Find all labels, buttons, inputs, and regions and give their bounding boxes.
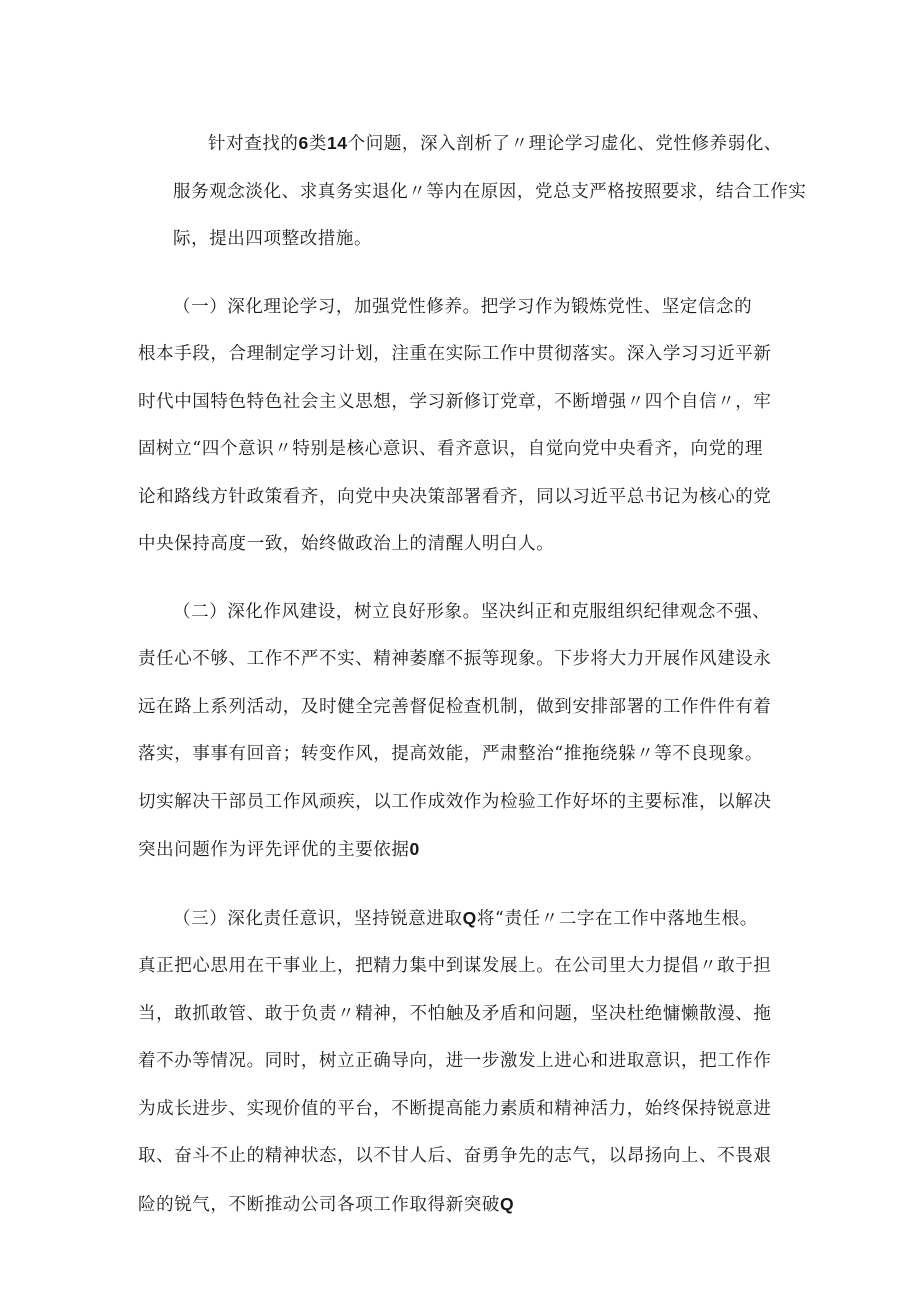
bold-text-segment: 0	[409, 839, 420, 859]
document-page	[138, 120, 807, 1249]
text-line	[138, 284, 798, 332]
text-line	[138, 1181, 798, 1230]
text-line	[138, 521, 798, 569]
text-segment: （一）深化理论学习，加强党性修养。把学习作为锻炼党性、坚定信念的	[173, 296, 753, 317]
text-segment: （二）深化作风建设，树立良好形象。坚决纠正和克服组织纪律观念不强、	[173, 601, 771, 622]
text-segment: （三）深化责任意识，坚持锐意进取	[173, 908, 463, 929]
text-segment: 针对查找的	[208, 134, 299, 154]
paragraph-1	[138, 120, 807, 264]
text-line	[138, 636, 798, 684]
text-line	[138, 589, 798, 637]
text-segment: 中央保持高度一致，始终做政治上的清醒人明白人。	[138, 534, 555, 554]
text-segment: 责任心不够、工作不严不实、精神萎靡不振等现象。下步将大力开展作风建设永	[138, 649, 772, 669]
text-line	[138, 895, 798, 944]
text-segment: 个问题，深入剖析了〃理论学习虚化、党性修养弱化、	[347, 134, 783, 154]
text-segment: 将“责任〃二字在工作中落地生根。	[476, 908, 758, 929]
text-line	[138, 779, 798, 827]
text-line	[138, 379, 798, 427]
paragraph-3	[138, 589, 798, 875]
text-segment: 取、奋斗不止的精神状态，以不甘人后、奋勇争先的志气，以昂扬向上、不畏艰	[138, 1146, 772, 1166]
text-segment: 险的锐气，不断推动公司各项工作取得新突破	[138, 1194, 500, 1215]
text-line	[138, 826, 798, 875]
text-segment: 类	[308, 134, 327, 154]
text-segment: 真正把心思用在干事业上，把精力集中到谋发展上。在公司里大力提倡〃敢于担	[138, 956, 772, 976]
bold-text-segment: 14	[326, 133, 348, 153]
bold-text-segment: Q	[462, 907, 477, 928]
text-line	[138, 1133, 798, 1181]
text-segment: 为成长进步、实现价值的平台，不断提高能力素质和精神活力，始终保持锐意进	[138, 1098, 772, 1119]
text-segment: 切实解决干部员工作风顽疾，以工作成效作为检验工作好坏的主要标准，以解决	[138, 791, 772, 812]
text-line	[138, 731, 798, 779]
text-line	[138, 169, 807, 217]
paragraph-4	[138, 895, 798, 1230]
text-segment: 着不办等情况。同时，树立正确导向，进一步激发上进心和进取意识，把工作作	[138, 1051, 772, 1071]
text-segment: 突出问题作为评先评优的主要依据	[138, 840, 410, 860]
text-segment: 服务观念淡化、求真务实退化〃等内在原因，党总支严格按照要求，结合工作实	[173, 181, 807, 202]
text-line	[138, 216, 798, 264]
text-line	[138, 474, 798, 522]
bold-text-segment: 6	[298, 133, 309, 153]
text-line	[138, 120, 798, 169]
text-line	[138, 1038, 798, 1086]
text-segment: 时代中国特色特色社会主义思想，学习新修订党章，不断增强〃四个自信〃，牢	[138, 391, 772, 412]
text-line	[138, 426, 798, 474]
text-segment: 根本手段，合理制定学习计划，注重在实际工作中贯彻落实。深入学习习近平新	[138, 344, 772, 364]
text-segment: 固树立“四个意识〃特别是核心意识、看齐意识，自觉向党中央看齐，向党的理	[138, 439, 763, 459]
text-line	[138, 684, 798, 732]
bold-text-segment: Q	[500, 1193, 515, 1214]
text-line	[138, 1086, 798, 1134]
text-line	[138, 331, 798, 379]
text-segment: 远在路上系列活动，及时健全完善督促检查机制，做到安排部署的工作件件有着	[138, 696, 772, 717]
text-segment: 当，敢抓敢管、敢于负责〃精神，不怕触及矛盾和问题，坚决杜绝慵懒散漫、拖	[138, 1003, 772, 1024]
text-segment: 际，提出四项整改措施。	[173, 229, 373, 249]
text-line	[138, 991, 798, 1039]
paragraph-2	[138, 284, 798, 569]
text-segment: 落实，事事有回音；转变作风，提高效能，严肃整治“推拖绕躲〃等不良现象。	[138, 744, 763, 764]
text-segment: 论和路线方针政策看齐，向党中央决策部署看齐，同以习近平总书记为核心的党	[138, 486, 772, 507]
text-line	[138, 943, 798, 991]
